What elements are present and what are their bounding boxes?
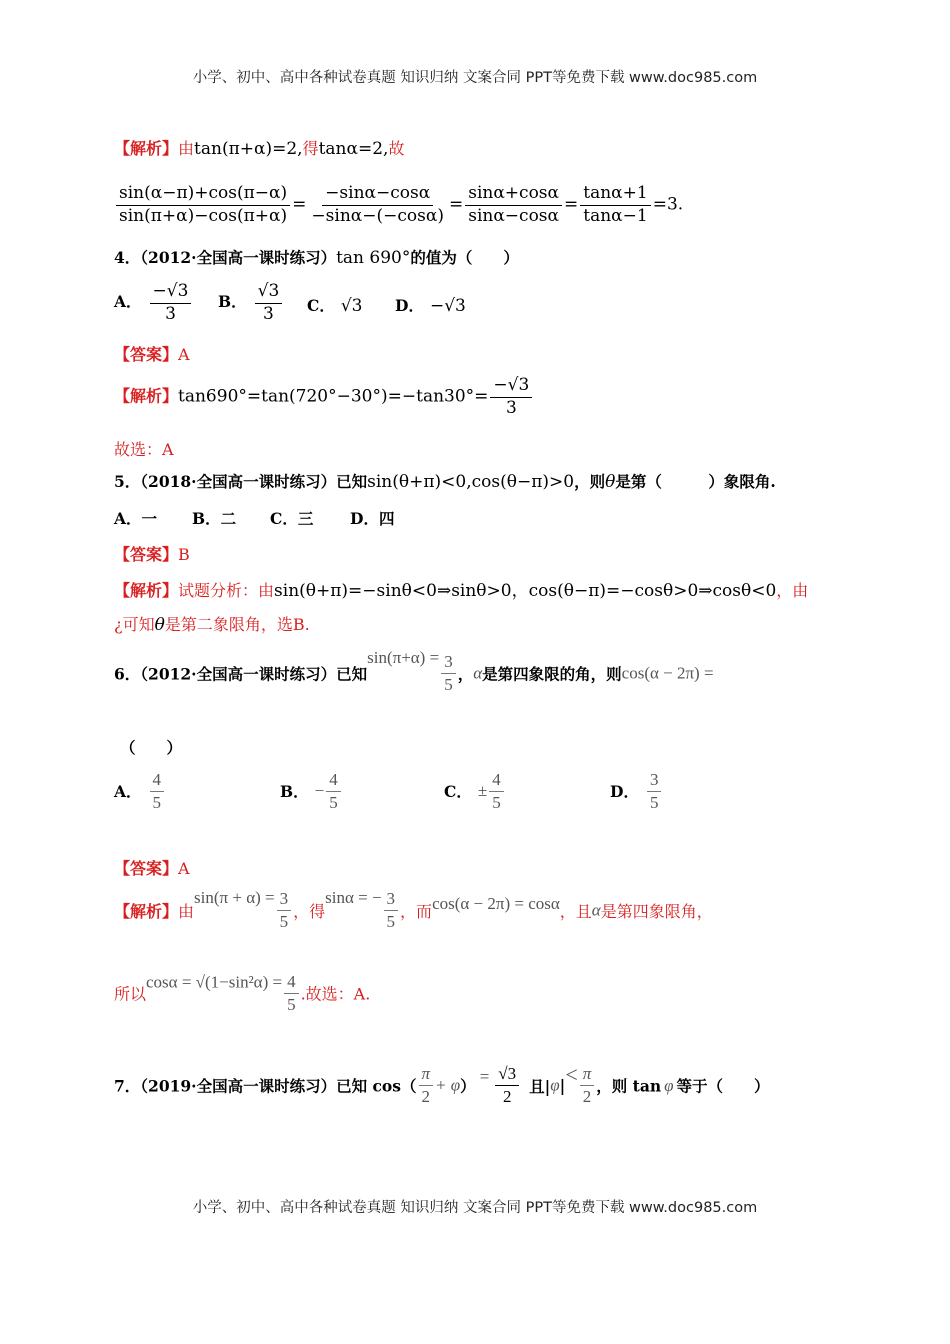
q6-an-b: ，得: [293, 902, 326, 921]
q3-f4-den: tanα−1: [583, 205, 648, 226]
analysis-label: 【解析】: [114, 139, 179, 158]
q6-option-b-letter: B．: [280, 782, 309, 802]
q5-option-a: A．一: [114, 509, 158, 528]
q6-option-c-sign: ±: [477, 781, 488, 801]
q6-an-e: 是第四象限角，: [600, 902, 713, 921]
q5-analysis-line1: [114, 576, 808, 601]
q7-phi2: φ: [664, 1075, 674, 1095]
q6-an-d1: 5: [279, 912, 289, 931]
q3-text-gu: 故: [388, 139, 405, 158]
q7-text-b: ）: [460, 1076, 476, 1096]
q6-an-d2: 5: [386, 912, 396, 931]
q4-analysis-expr: tan690°=tan(720°−30°)=−tan30°=: [178, 386, 489, 407]
page-header: 小学、初中、高中各种试卷真题 知识归纳 文案合同 PPT等免费下载 www.doc985.com: [192, 70, 758, 86]
q7-pi-over-2: [419, 1064, 434, 1106]
q3-analysis-line1: [114, 136, 404, 159]
q6-option-d-den: 5: [649, 792, 659, 812]
q7-lt: <: [565, 1062, 578, 1087]
q6-option-c: [444, 770, 506, 812]
q5-analysis-line2-b: 是第二象限角，选B.: [164, 615, 310, 634]
q6-option-b-den: 5: [329, 792, 338, 812]
q6-an-fraction-2: [384, 889, 399, 931]
q6-option-d: [610, 770, 663, 812]
q5-analysis-theta: θ: [154, 615, 165, 635]
q6-option-a-letter: A．: [114, 782, 142, 802]
q6-an-line2-a: 所以: [114, 984, 147, 1004]
q3-f2-num: −sinα−cosα: [322, 184, 433, 206]
q4-option-c-letter: C．: [307, 296, 335, 315]
q6-option-d-letter: D．: [610, 782, 639, 802]
q6-eq-den: 5: [444, 675, 453, 694]
q6-an-line2-eq: cosα = √(1−sin²α) =: [146, 972, 283, 992]
q6-option-a: [114, 770, 166, 812]
q6-an-a: 由: [178, 902, 195, 921]
q4-answer-value: A: [178, 345, 190, 364]
q6-option-c-den: 5: [492, 792, 501, 812]
q3-fraction-2: [308, 184, 447, 226]
q5-analysis-b: ，由: [776, 581, 809, 600]
q3-f3-den: sinα−cosα: [468, 205, 560, 226]
q5-analysis-line2: [114, 612, 310, 635]
q4-option-b: [218, 282, 284, 324]
q4-option-b-den: 3: [263, 303, 274, 324]
q6-option-b-num: 4: [326, 770, 341, 792]
q6-option-c-letter: C．: [444, 782, 472, 802]
q3-text-de: 得: [302, 139, 319, 158]
analysis-label: 【解析】: [114, 581, 179, 600]
q7-f-den: 2: [421, 1087, 431, 1106]
analysis-label: 【解析】: [114, 386, 179, 406]
q6-an-eq3: cos(α − 2π) = cosα: [432, 894, 560, 913]
q7-text-f: 等于（ ）: [676, 1076, 770, 1096]
q5-text-b: ，则: [574, 472, 606, 491]
q6-text-a: 已知: [336, 664, 368, 684]
q4-stem: [114, 246, 519, 268]
q6-source: （2012·全国高一课时练习）: [140, 664, 337, 684]
q4-option-b-value: [255, 282, 283, 324]
q4-expr: tan 690°: [336, 248, 411, 268]
q5-option-b: B．二: [192, 509, 237, 528]
q4-option-d-value: −√3: [429, 296, 466, 316]
q4-option-a: [114, 282, 193, 324]
q7-number: 7．: [114, 1076, 141, 1096]
q5-text-a: 已知: [336, 472, 368, 491]
answer-label: 【答案】: [114, 859, 179, 878]
q6-an-n3: 4: [284, 972, 299, 994]
q6-an-d3: 5: [287, 994, 296, 1014]
q5-answer: [114, 542, 190, 565]
q7-phi: φ: [550, 1075, 560, 1095]
q3-text-you: 由: [178, 139, 195, 158]
q6-option-c-num: 4: [489, 770, 504, 792]
q6-option-d-value: [647, 770, 662, 812]
q4-option-b-num: √3: [255, 282, 283, 304]
q5-option-d: D．四: [350, 509, 395, 528]
q5-stem: [114, 470, 776, 492]
q3-derivation: $\frac{\sin(\alpha-\pi)+\cos(\pi-\alpha)}{\sin(\pi+\alpha)-\cos(\pi+\alpha)}$ = $\frac{-\sin\alpha-\cos\alpha}{-\sin\alpha-(-\cos\alpha)}$ = $\frac{\sin\alpha+\cos\alpha}{\sin\alpha-\cos\alpha}$ = $\frac{\tan\alpha+1}{\tan\alpha-1}$ =3.: [114, 184, 683, 226]
q6-option-b: [280, 770, 343, 812]
q6-stem: [114, 648, 714, 695]
q4-option-c: [307, 294, 363, 316]
q3-fraction-1: [116, 184, 290, 226]
q3-f3-num: sinα+cosα: [465, 184, 562, 206]
q6-answer: [114, 856, 190, 879]
analysis-label: 【解析】: [114, 902, 179, 921]
q4-option-c-value: √3: [340, 296, 363, 316]
q6-an-n2: 3: [384, 889, 399, 911]
q3-intro-eq2: tanα=2,: [318, 139, 389, 159]
q4-option-a-value: [150, 282, 192, 324]
q6-analysis-line1: [114, 888, 713, 932]
q6-an-d: ，且: [559, 902, 592, 921]
q6-analysis-line2: [114, 972, 370, 1014]
q4-conclusion: 故选：A: [114, 440, 174, 459]
q5-option-c: C．三: [270, 509, 314, 528]
q5-analysis-line2-a: ¿可知: [114, 615, 155, 634]
q5-analysis-a: 试题分析：由: [178, 581, 275, 600]
q7-text-d: |: [559, 1076, 566, 1095]
q4-option-d-letter: D．: [395, 296, 424, 315]
q7-source: （2019·全国高一课时练习）: [140, 1076, 337, 1096]
q6-blank: （ ）: [120, 738, 183, 757]
q6-eq-fraction: [441, 652, 456, 694]
q7-text-e: ，则 tan: [596, 1076, 662, 1096]
q3-f1-den: sin(π+α)−cos(π+α): [119, 205, 288, 226]
q4-option-d: [395, 294, 466, 316]
q6-option-b-sign: −: [314, 781, 325, 801]
q4-option-a-letter: A．: [114, 292, 142, 312]
q4-analysis-num: −√3: [490, 376, 532, 398]
q7-v-num: √3: [495, 1064, 519, 1086]
q5-analysis-expr: sin(θ+π)=−sinθ<0⇒sinθ>0，cos(θ−π)=−cosθ>0⇒cosθ<0: [274, 581, 777, 601]
q4-option-a-num: −√3: [150, 282, 192, 304]
q6-an-n1: 3: [277, 889, 292, 911]
q7-value: [495, 1064, 519, 1106]
q3-f4-num: tanα+1: [580, 184, 650, 206]
q4-number: 4．: [114, 248, 141, 267]
q7-f-num: π: [419, 1064, 434, 1086]
q7-text-a: 已知 cos（: [336, 1076, 417, 1096]
q6-an-c: ，而: [400, 902, 433, 921]
q5-theta: θ: [605, 472, 616, 492]
q6-an-eq2: sinα = −: [325, 888, 382, 907]
q5-text-c: 是第（ ）象限角.: [615, 472, 776, 491]
q7-stem: [114, 1062, 770, 1107]
q5-source: （2018·全国高一课时练习）: [140, 472, 337, 491]
q6-option-a-num: 4: [150, 770, 165, 792]
q4-tail: 的值为（ ）: [410, 248, 519, 267]
q4-option-a-den: 3: [165, 303, 176, 324]
q7-v-den: 2: [502, 1087, 512, 1106]
q6-option-a-den: 5: [152, 792, 162, 812]
q6-option-a-value: [150, 770, 165, 812]
q3-f1-num: sin(α−π)+cos(π−α): [116, 184, 290, 206]
q4-source: （2012·全国高一课时练习）: [140, 248, 337, 267]
q7-plus-phi: + φ: [435, 1075, 461, 1095]
q3-intro-eq: tan(π+α)=2,: [194, 139, 303, 159]
q3-fraction-4: [580, 184, 650, 226]
q4-analysis-fraction: [490, 376, 532, 418]
q6-answer-value: A: [178, 859, 190, 878]
q4-analysis: [114, 376, 534, 418]
q4-answer: [114, 342, 190, 365]
q7-eq: =: [479, 1067, 490, 1086]
q5-answer-value: B: [178, 545, 190, 564]
q7-limit: [580, 1064, 595, 1106]
answer-label: 【答案】: [114, 345, 179, 364]
page-footer: 小学、初中、高中各种试卷真题 知识归纳 文案合同 PPT等免费下载 www.doc985.com: [192, 1200, 758, 1216]
q7-text-c: 且|: [529, 1076, 551, 1096]
q5-number: 5．: [114, 472, 141, 491]
q3-fraction-3: [465, 184, 562, 226]
q6-option-c-value: [489, 770, 504, 812]
q7-l-den: 2: [582, 1087, 592, 1106]
q6-option-b-value: [326, 770, 341, 812]
q6-ask: cos(α − 2π) =: [621, 663, 714, 683]
q4-option-b-letter: B．: [218, 292, 247, 312]
q7-l-num: π: [580, 1064, 595, 1086]
q6-option-d-num: 3: [647, 770, 662, 792]
q6-an-fraction-1: [277, 889, 292, 931]
q3-result: =3.: [652, 194, 684, 215]
q6-an-alpha: α: [591, 900, 601, 920]
q6-alpha: α: [473, 663, 483, 683]
q6-eq-left: sin(π+α) =: [367, 648, 440, 667]
q5-expr: sin(θ+π)<0,cos(θ−π)>0: [367, 472, 575, 492]
q6-number: 6．: [114, 664, 141, 684]
q6-an-fraction-3: [284, 972, 299, 1014]
q6-eq-num: 3: [441, 652, 456, 674]
q3-f2-den: −sinα−(−cosα): [311, 205, 444, 226]
q6-text-c: 是第四象限的角，则: [482, 664, 622, 684]
q6-text-b: ，: [457, 664, 474, 684]
q6-an-eq1: sin(π + α) =: [194, 888, 275, 907]
q6-an-line2-b: .故选：A.: [300, 984, 371, 1004]
answer-label: 【答案】: [114, 545, 179, 564]
q4-analysis-den: 3: [505, 397, 517, 418]
